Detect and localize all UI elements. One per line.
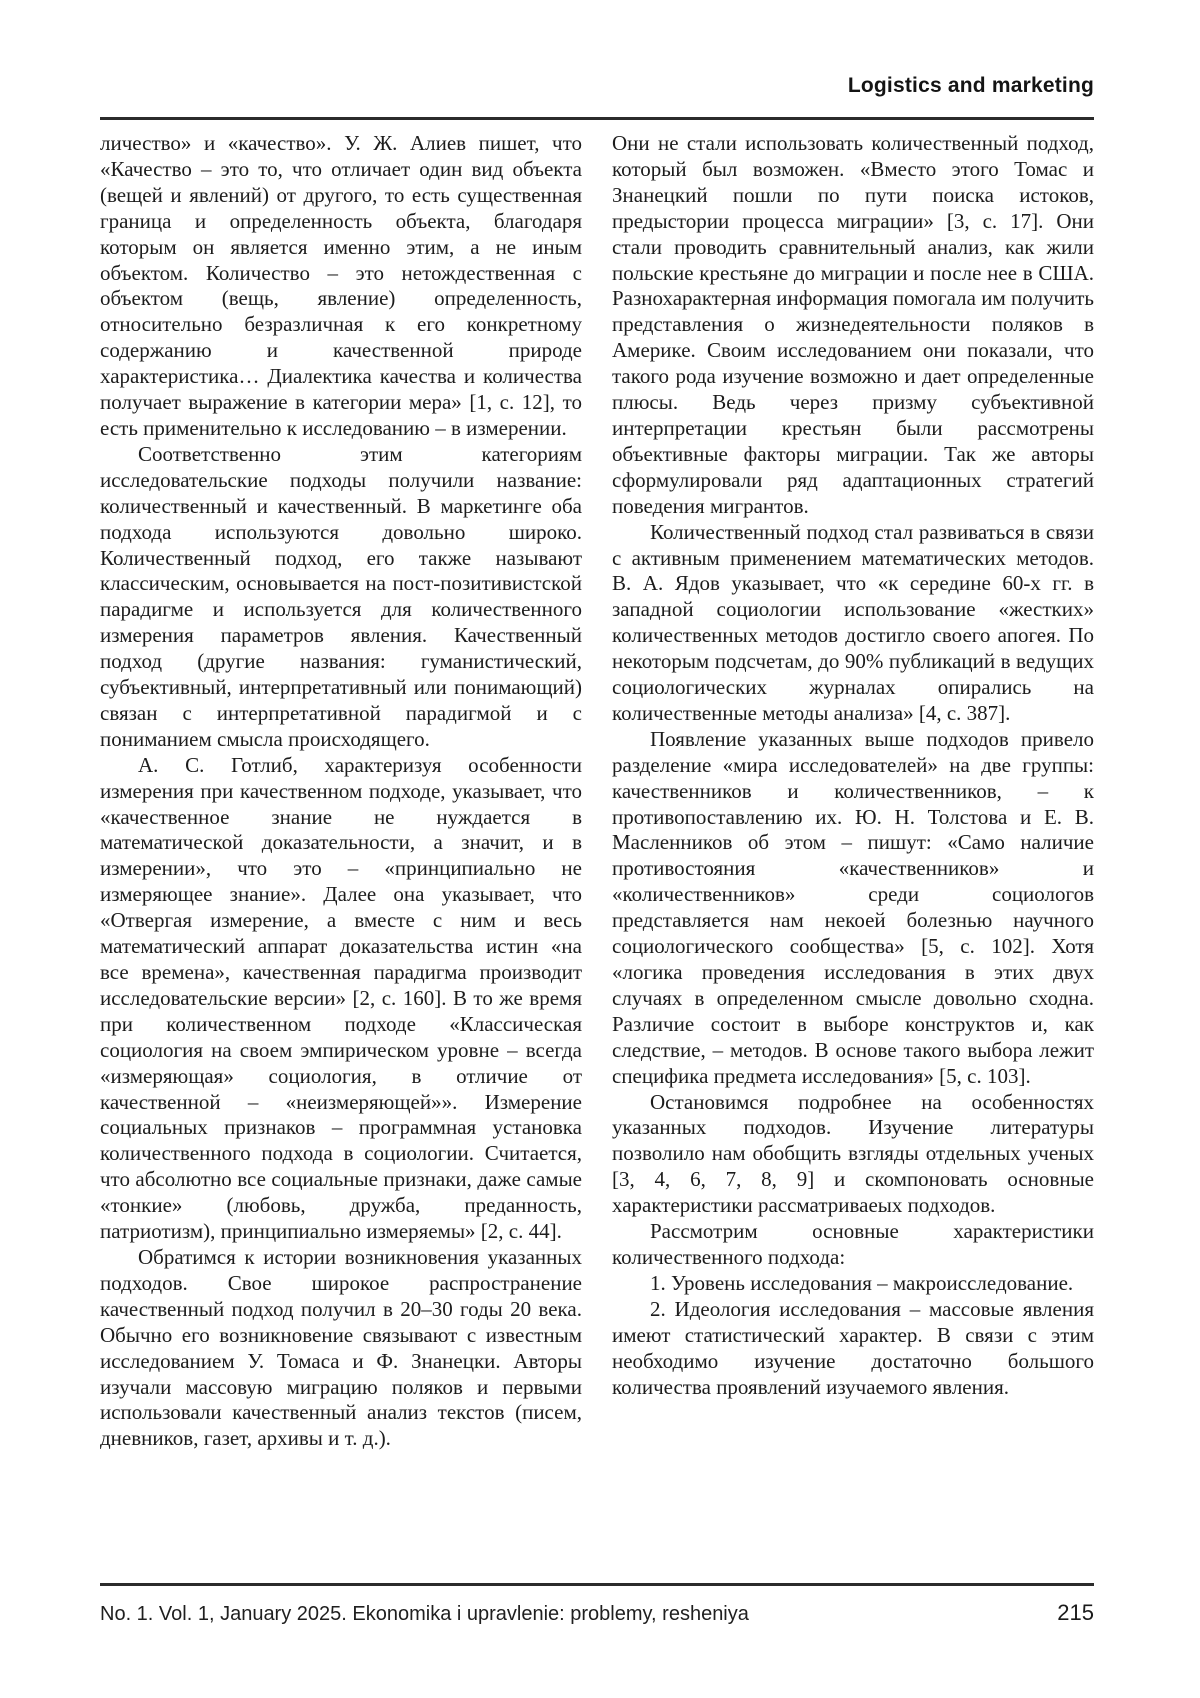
paragraph-continuation: личество» и «качество». У. Ж. Алиев пишет, что «Качество – это то, что отличает один вид объекта (вещей и явлений) от другого, то есть существенная граница и определенность объекта, благодаря которым он является именно этим, а не иным объектом. Количество – это нетождественная с объектом (вещь, явление) определенность, относительно безразличная к его конкретному содержанию и качественной природе характеристика… Диалектика качества и количества получает выражение в категории мера» [1, с. 12], то есть применительно к исследованию – в измерении. [100,131,582,440]
footer-page-number: 215 [1057,1600,1094,1625]
numbered-list-item-1: 1. Уровень исследования – макроисследование. [650,1270,1074,1295]
paragraph: А. С. Готлиб, характеризуя особенности измерения при качественном подходе, указывает, что «качественное знание не нуждается в математической доказательности, а значит, и в измерении», что это – «принципиально не измеряющее знание». Далее она указывает, что «Отвергая измерение, а вместе с ним и весь математический аппарат доказательства истин «на все времена», качественная парадигма производит исследовательские версии» [2, с. 160]. В то же время при количественном подходе «Классическая социология на своем эмпирическом уровне – всегда «измеряющая» социология, в отличие от качественной – «неизмеряющей»». Измерение социальных признаков – программная установка количественного подхода в социологии. Считается, что абсолютно все социальные признаки, даже самые «тонкие» (любовь, дружба, преданность, патриотизм), принципиально измеряемы» [2, с. 44]. [100,752,582,1244]
running-head-section-title: Logistics and marketing [847,74,1094,97]
article-body [100,131,1094,1451]
paragraph: Обратимся к истории возникновения указанных подходов. Свое широкое распространение качественный подход получил в 20–30 годы 20 века. Обычно его возникновение связывают с известным исследованием У. Томаса и Ф. Знанецки. Авторы изучали массовую миграцию поляков и первыми использовали качественный анализ текстов (писем, дневников, газет, архивы и т. д.). [100,1244,582,1451]
paragraph: Остановимся подробнее на особенностях указанных подходов. Изучение литературы позволило нам обобщить взгляды отдельных ученых [3, 4, 6, 7, 8, 9] и скомпоновать основные характеристики рассматриваеых подходов. [612,1089,1094,1218]
column-right [612,131,1094,1451]
column-left [100,131,582,1451]
footer-rule [100,1583,1094,1586]
header-rule [100,117,1094,120]
paragraph-continuation: Они не стали использовать количественный подход, который был возможен. «Вместо этого Томас и Знанецкий пошли по пути поиска истоков, предыстории процесса миграции» [3, с. 17]. Они стали проводить сравнительный анализ, как жили польские крестьяне до миграции и после нее в США. Разнохарактерная информация помогала им получить представления о жизнедеятельности поляков в Америке. Своим исследованием они показали, что такого рода изучение возможно и дает определенные плюсы. Ведь через призму субъективной интерпретации крестьян были рассмотрены объективные факторы миграции. Так же авторы сформулировали ряд адаптационных стратегий поведения мигрантов. [612,131,1094,518]
paragraph: Количественный подход стал развиваться в связи с активным применением математических методов. В. А. Ядов указывает, что «к середине 60-х гг. в западной социологии использование «жестких» количественных методов достигло своего апогея. По некоторым подсчетам, до 90% публикаций в ведущих социологических журналах опирались на количественные методы анализа» [4, с. 387]. [612,519,1094,725]
footer-journal-line: No. 1. Vol. 1, January 2025. Ekonomika i upravlenie: problemy, resheniya [100,1603,749,1625]
paragraph: Рассмотрим основные характеристики количественного подхода: [612,1219,1094,1269]
paragraph: Соответственно этим категориям исследовательские подходы получили название: количественный и качественный. В маркетинге оба подхода используются довольно широко. Количественный подход, его также называют классическим, основывается на пост-позитивистской парадигме и используется для количественного измерения параметров явления. Качественный подход (другие названия: гуманистический, субъективный, интерпретативный или понимающий) связан с интерпретативной парадигмой и с пониманием смысла происходящего. [100,441,582,751]
numbered-list-item-2: 2. Идеология исследования – массовые явления имеют статистический характер. В связи с этим необходимо изучение достаточно большого количества проявлений изучаемого явления. [612,1296,1094,1399]
page-footer [100,1600,1094,1626]
paragraph: Появление указанных выше подходов привело разделение «мира исследователей» на две группы: качественников и количественников, – к противопоставлению их. Ю. Н. Толстова и Е. В. Масленников об этом – пишут: «Само наличие противостояния «качественников» и «количественников» среди социологов представляется нам некоей болезнью научного социологического сообщества» [5, с. 102]. Хотя «логика проведения исследования в этих двух случаях в определенном смысле довольно сходна. Различие состоит в выборе конструктов и, как следствие, – методов. В основе такого выбора лежит специфика предмета исследования» [5, с. 103]. [612,726,1094,1088]
